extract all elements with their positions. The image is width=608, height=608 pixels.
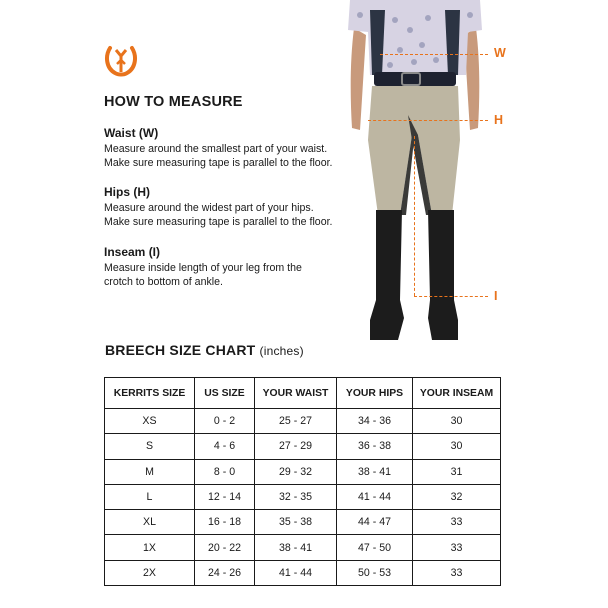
column-header: YOUR INSEAM: [413, 378, 501, 409]
hips-marker: H: [494, 113, 504, 127]
table-cell: XL: [105, 510, 195, 535]
table-cell: 20 - 22: [195, 535, 255, 560]
table-cell: 16 - 18: [195, 510, 255, 535]
size-chart-table: [104, 377, 501, 586]
table-cell: 41 - 44: [255, 560, 337, 585]
horseshoe-logo-icon: [103, 42, 139, 78]
inseam-measure-line: [414, 136, 415, 296]
table-cell: 33: [413, 510, 501, 535]
table-cell: 29 - 32: [255, 459, 337, 484]
table-row: [105, 434, 501, 459]
table-cell: 34 - 36: [337, 409, 413, 434]
model-figure: [340, 0, 490, 345]
table-cell: M: [105, 459, 195, 484]
table-row: [105, 560, 501, 585]
hips-text-line: Measure around the widest part of your hips.: [104, 202, 314, 214]
hips-instructions: [104, 185, 364, 229]
hips-heading: Hips (H): [104, 185, 150, 199]
inseam-heading: Inseam (I): [104, 245, 161, 259]
table-cell: 4 - 6: [195, 434, 255, 459]
inseam-text-line: Measure inside length of your leg from the: [104, 262, 302, 274]
table-cell: 31: [413, 459, 501, 484]
table-cell: L: [105, 484, 195, 509]
table-cell: 38 - 41: [255, 535, 337, 560]
table-cell: 12 - 14: [195, 484, 255, 509]
table-cell: 27 - 29: [255, 434, 337, 459]
inseam-marker: I: [494, 289, 498, 303]
waist-instructions: [104, 126, 364, 170]
table-cell: 36 - 38: [337, 434, 413, 459]
waist-heading: Waist (W): [104, 126, 159, 140]
hips-text-line: Make sure measuring tape is parallel to the floor.: [104, 216, 333, 228]
size-chart-unit: (inches): [259, 344, 304, 358]
table-cell: 0 - 2: [195, 409, 255, 434]
table-cell: 1X: [105, 535, 195, 560]
waist-marker: W: [494, 46, 506, 60]
table-cell: 30: [413, 434, 501, 459]
size-chart-title: [105, 342, 304, 358]
table-cell: 32: [413, 484, 501, 509]
table-cell: 33: [413, 560, 501, 585]
table-cell: 24 - 26: [195, 560, 255, 585]
table-header-row: [105, 378, 501, 409]
waist-text-line: Make sure measuring tape is parallel to the floor.: [104, 157, 333, 169]
table-row: [105, 409, 501, 434]
column-header: YOUR HIPS: [337, 378, 413, 409]
column-header: YOUR WAIST: [255, 378, 337, 409]
table-row: [105, 535, 501, 560]
table-cell: 44 - 47: [337, 510, 413, 535]
column-header: US SIZE: [195, 378, 255, 409]
inseam-text-line: crotch to bottom of ankle.: [104, 276, 223, 288]
table-cell: 47 - 50: [337, 535, 413, 560]
table-cell: 2X: [105, 560, 195, 585]
table-cell: 50 - 53: [337, 560, 413, 585]
inseam-instructions: [104, 245, 364, 289]
inseam-measure-line-horizontal: [414, 296, 488, 297]
table-cell: 35 - 38: [255, 510, 337, 535]
table-cell: 30: [413, 409, 501, 434]
table-row: [105, 484, 501, 509]
table-cell: 38 - 41: [337, 459, 413, 484]
table-cell: S: [105, 434, 195, 459]
waist-measure-line: [380, 54, 488, 55]
column-header: KERRITS SIZE: [105, 378, 195, 409]
table-cell: 41 - 44: [337, 484, 413, 509]
table-cell: XS: [105, 409, 195, 434]
table-row: [105, 510, 501, 535]
table-cell: 8 - 0: [195, 459, 255, 484]
table-cell: 32 - 35: [255, 484, 337, 509]
waist-text-line: Measure around the smallest part of your waist.: [104, 143, 328, 155]
table-cell: 33: [413, 535, 501, 560]
table-cell: 25 - 27: [255, 409, 337, 434]
hips-measure-line: [368, 120, 488, 121]
how-to-measure-title: HOW TO MEASURE: [104, 94, 243, 110]
size-chart-title-text: BREECH SIZE CHART: [105, 342, 256, 358]
table-row: [105, 459, 501, 484]
